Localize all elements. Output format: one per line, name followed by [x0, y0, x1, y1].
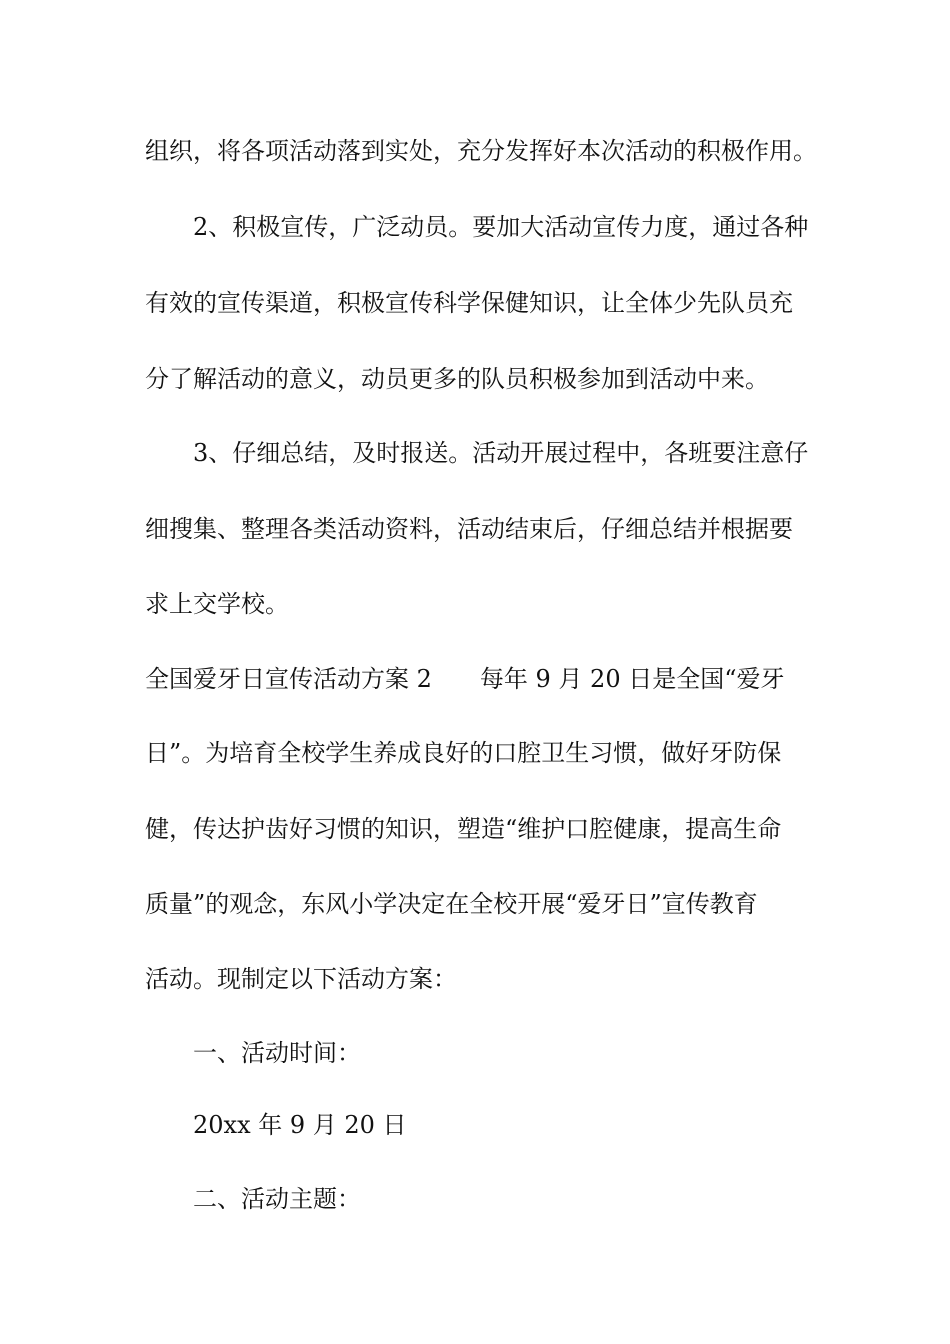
paragraph-line: 分了解活动的意义，动员更多的队员积极参加到活动中来。	[145, 365, 769, 393]
paragraph-line: 日”。为培育全校学生养成良好的口腔卫生习惯，做好牙防保	[145, 739, 782, 767]
paragraph-line: 细搜集、整理各类活动资料，活动结束后，仔细总结并根据要	[145, 515, 793, 543]
paragraph-line: 组织，将各项活动落到实处，充分发挥好本次活动的积极作用。	[145, 137, 817, 165]
activity-date: 20xx 年 9 月 20 日	[193, 1111, 407, 1139]
paragraph-line: 求上交学校。	[145, 590, 289, 618]
paragraph-line: 2、积极宣传，广泛动员。要加大活动宣传力度，通过各种	[193, 213, 809, 241]
paragraph-line: 3、仔细总结，及时报送。活动开展过程中，各班要注意仔	[193, 439, 809, 467]
paragraph-line: 健，传达护齿好习惯的知识，塑造“维护口腔健康，提高生命	[145, 815, 782, 843]
paragraph-line: 质量”的观念，东风小学决定在全校开展“爱牙日”宣传教育	[145, 890, 758, 918]
section-heading-line: 全国爱牙日宣传活动方案 2 每年 9 月 20 日是全国“爱牙	[145, 665, 785, 693]
subheading-time: 一、活动时间：	[193, 1039, 361, 1067]
paragraph-line: 有效的宣传渠道，积极宣传科学保健知识，让全体少先队员充	[145, 289, 793, 317]
subheading-theme: 二、活动主题：	[193, 1185, 361, 1213]
paragraph-line: 活动。现制定以下活动方案：	[145, 965, 457, 993]
